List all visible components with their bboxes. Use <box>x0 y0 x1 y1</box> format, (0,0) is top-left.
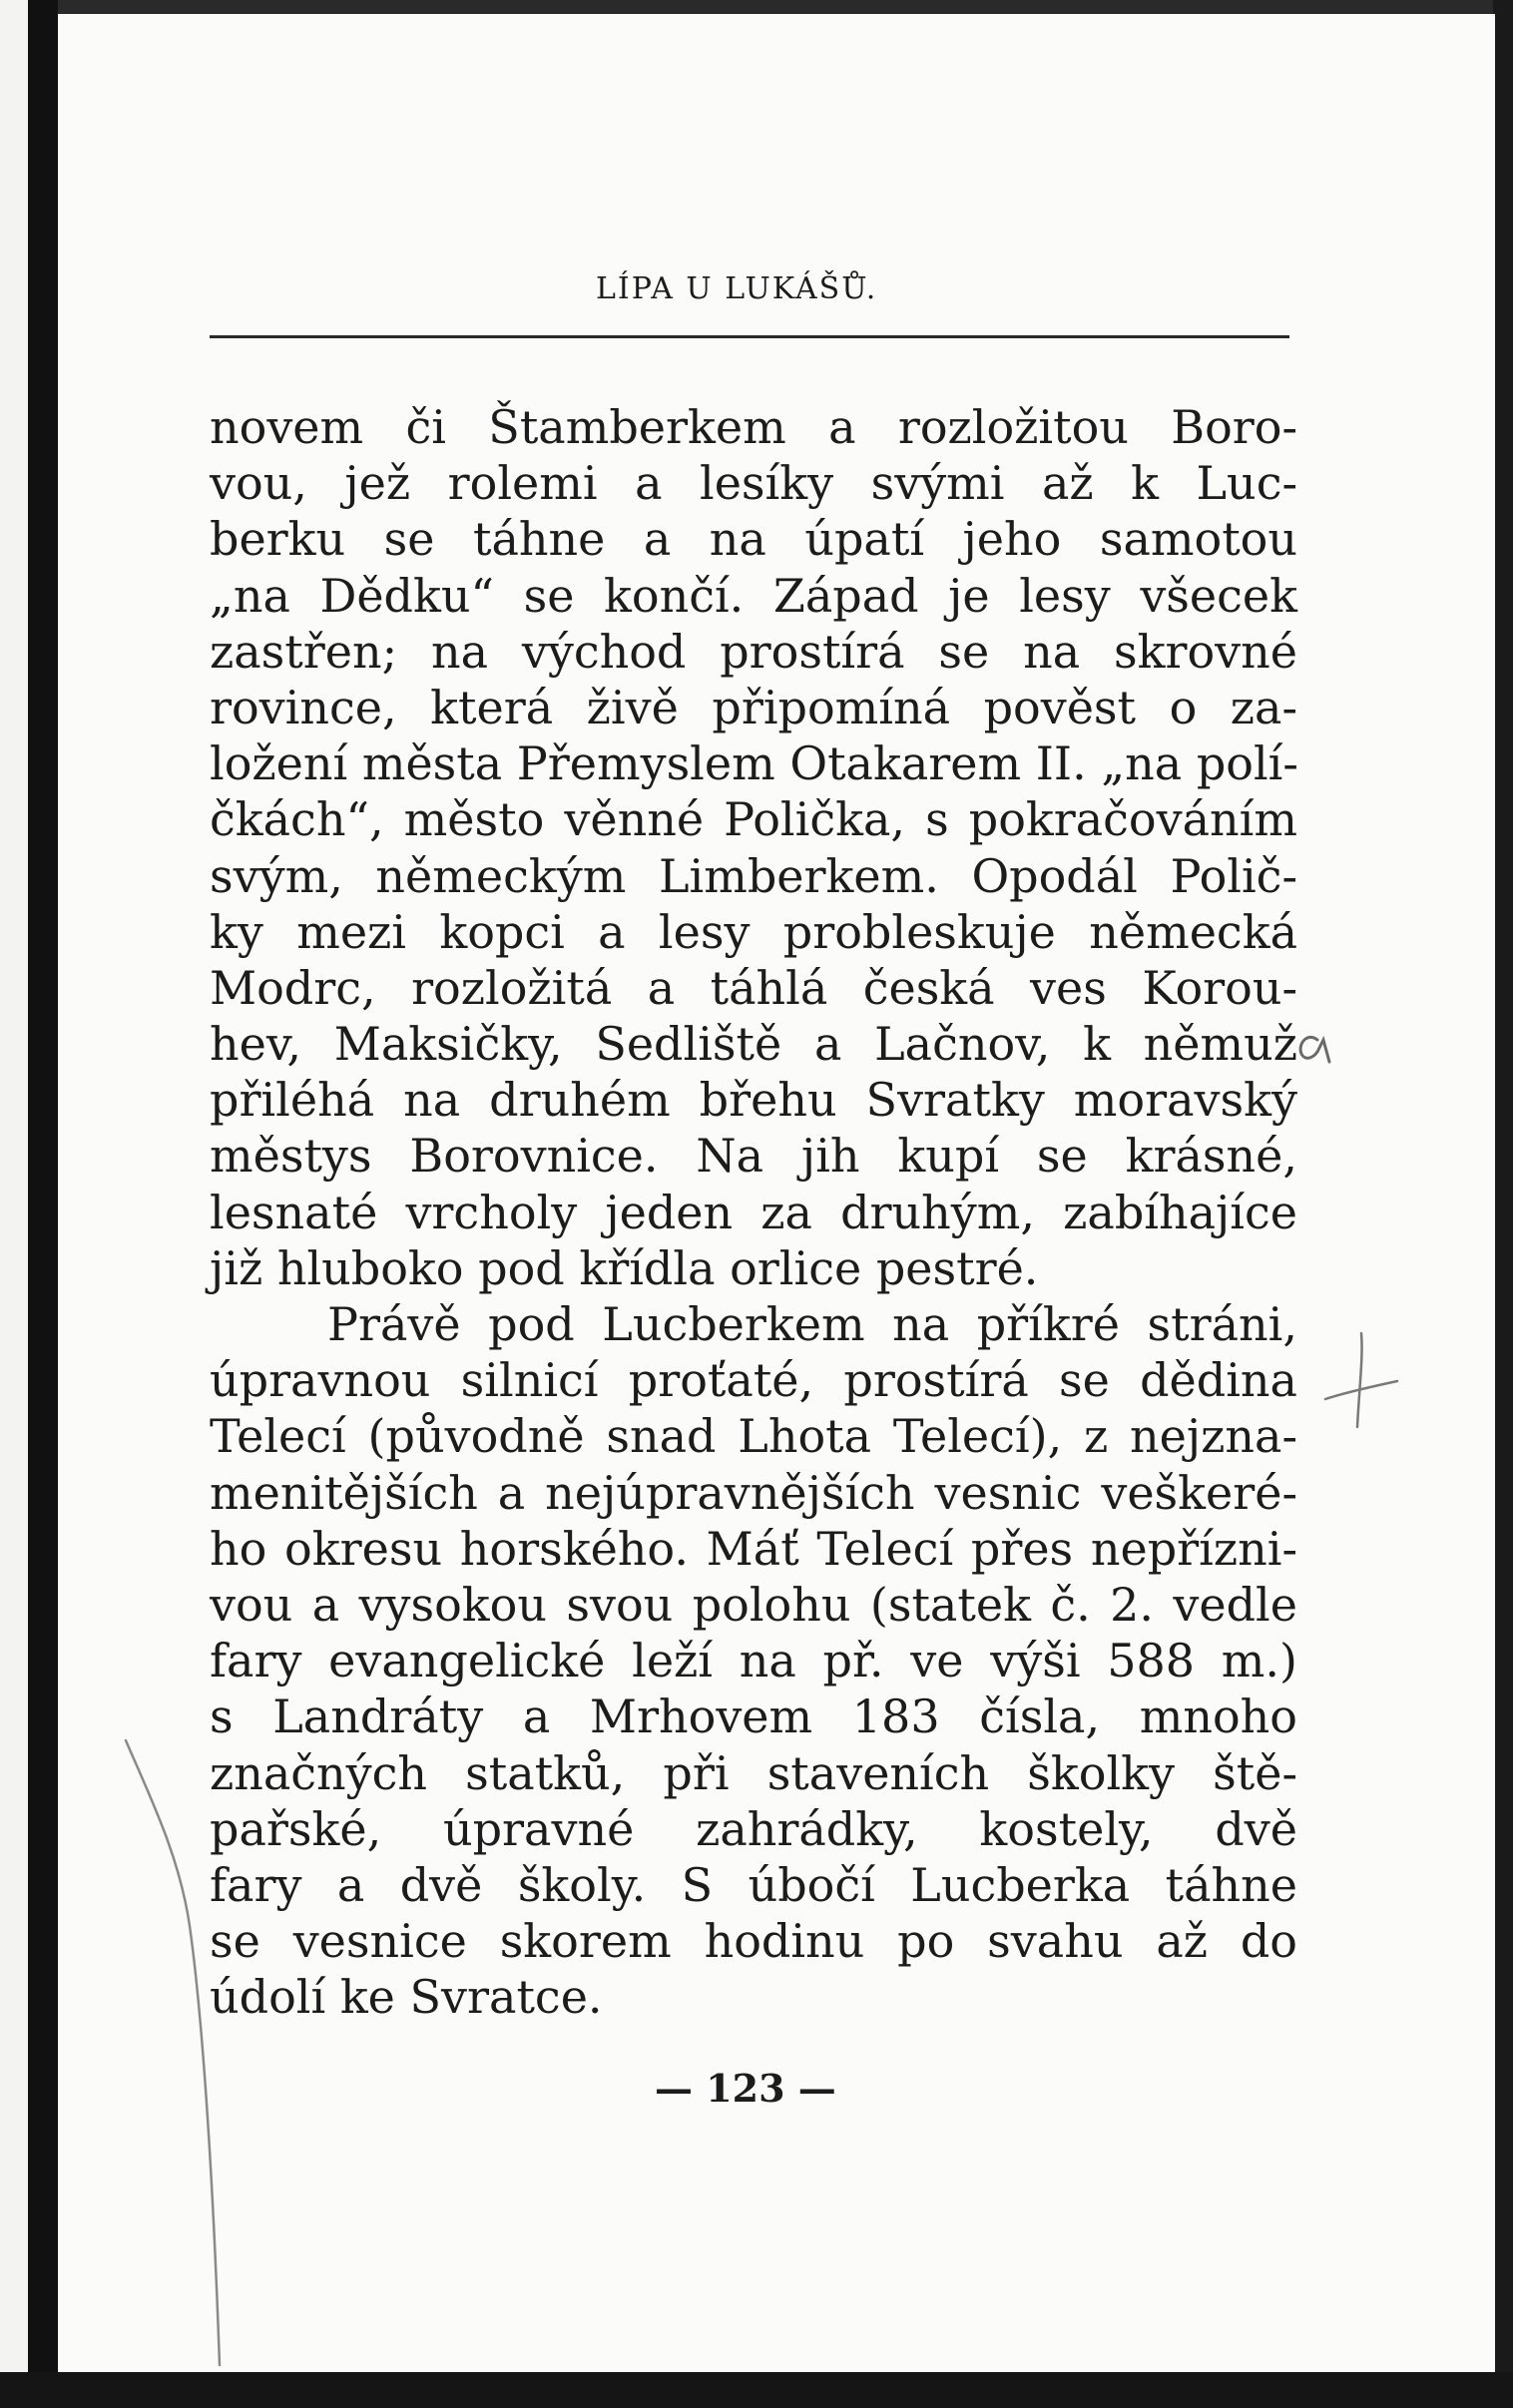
text-line: se vesnice skorem hodinu po svahu až do <box>210 1914 1297 1969</box>
body-text <box>210 399 1297 2025</box>
text-line: ho okresu horského. Máť Telecí přes nepřízni- <box>210 1521 1297 1576</box>
text-line: hev, Maksičky, Sedliště a Lačnov, k němuž <box>210 1017 1297 1072</box>
pencil-stroke <box>120 1736 259 2375</box>
text-line: přiléhá na druhém břehu Svratky moravský <box>210 1073 1297 1128</box>
text-line: berku se táhne a na úpatí jeho samotou <box>210 512 1297 567</box>
text-line: čkách“, město věnné Polička, s pokračováním <box>210 792 1297 847</box>
scan-right-edge <box>1493 0 1513 2408</box>
text-line: vou a vysokou svou polohu (statek č. 2. vedle <box>210 1577 1297 1632</box>
running-head: LÍPA U LUKÁŠŮ. <box>596 271 878 306</box>
handwritten-a-mark <box>1289 1018 1349 1088</box>
text-line: pařské, úpravné zahrádky, kostely, dvě <box>210 1801 1297 1856</box>
scan-bottom-edge <box>0 2372 1513 2408</box>
page-number: — 123 — <box>655 2066 836 2111</box>
scan-left-edge <box>28 0 58 2408</box>
text-line: úpravnou silnicí proťaté, prostírá se dědina <box>210 1353 1297 1408</box>
margin-note-text: a <box>1319 1079 1321 1081</box>
text-line: fary a dvě školy. S úbočí Lucberka táhne <box>210 1857 1297 1912</box>
text-line: značných statků, při staveních školky ště- <box>210 1745 1297 1800</box>
text-line: menitějších a nejúpravnějších vesnic veškeré- <box>210 1465 1297 1520</box>
text-line: Modrc, rozložitá a táhlá česká ves Korou- <box>210 960 1297 1015</box>
text-line: fary evangelické leží na př. ve výši 588 m.) <box>210 1634 1297 1688</box>
text-line: zastřen; na východ prostírá se na skrovné <box>210 624 1297 679</box>
head-rule <box>210 335 1289 338</box>
text-line: rovince, která živě připomíná pověst o za- <box>210 680 1297 734</box>
handwritten-insert-mark <box>1321 1327 1401 1437</box>
text-line: „na Dědku“ se končí. Západ je lesy všecek <box>210 568 1297 623</box>
text-line: Telecí (původně snad Lhota Telecí), z nejzna- <box>210 1409 1297 1464</box>
scan-top-edge <box>58 0 1495 14</box>
text-line: ložení města Přemyslem Otakarem II. „na polí- <box>210 736 1298 791</box>
text-line: vou, jež rolemi a lesíky svými až k Luc- <box>210 456 1297 511</box>
text-line: již hluboko pod křídla orlice pestré. <box>210 1240 1039 1295</box>
text-line: městys Borovnice. Na jih kupí se krásné, <box>210 1129 1297 1184</box>
text-line: lesnaté vrcholy jeden za druhým, zabíhajíce <box>210 1185 1297 1239</box>
text-line: údolí ke Svratce. <box>210 1970 603 2025</box>
text-line: ky mezi kopci a lesy probleskuje německá <box>210 904 1297 959</box>
text-line: svým, německým Limberkem. Opodál Polič- <box>210 848 1297 903</box>
text-line: s Landráty a Mrhovem 183 čísla, mnoho <box>210 1689 1297 1744</box>
text-line: novem či Štamberkem a rozložitou Boro- <box>210 400 1297 454</box>
text-line: Právě pod Lucberkem na příkré stráni, <box>327 1297 1297 1351</box>
